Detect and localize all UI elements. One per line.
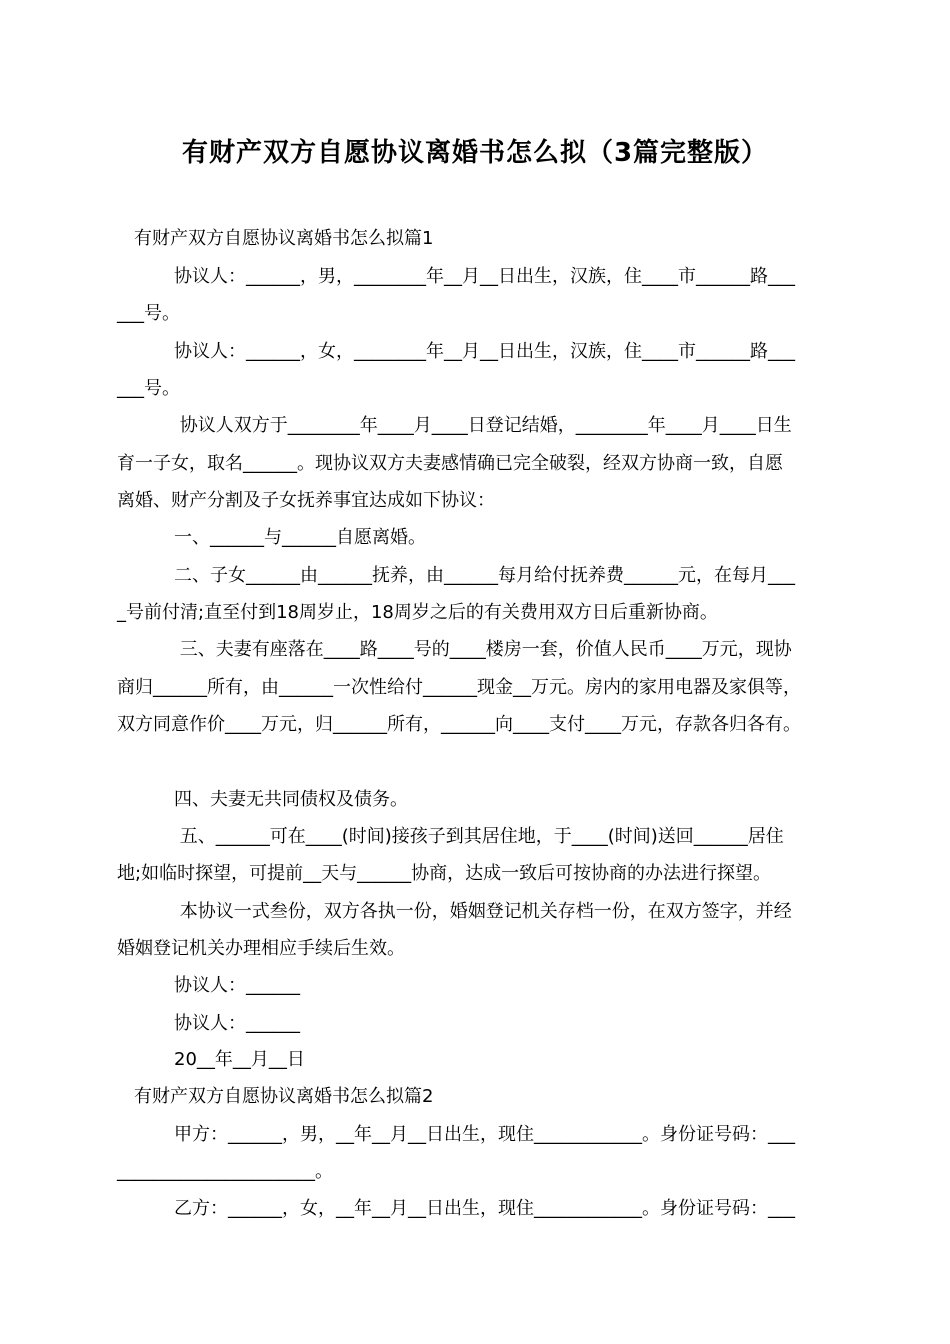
text-line: 地;如临时探望，可提前__天与______协商，达成一致后可按协商的办法进行探望。 [117, 863, 772, 884]
text-line: ___号。 [117, 378, 180, 399]
document-title: 有财产双方自愿协议离婚书怎么拟（3篇完整版） [181, 138, 769, 168]
text-line: 离婚、财产分割及子女抚养事宜达成如下协议： [117, 490, 495, 511]
text-line: 乙方：______，女，__年__月__日出生，现住____________。身份证号码：___ [174, 1198, 795, 1219]
text-line: 婚姻登记机关办理相应手续后生效。 [117, 938, 405, 959]
text-line: 协议人双方于________年____月____日登记结婚，________年____月____日生 [174, 415, 792, 436]
text-line: 二、子女______由______抚养，由______每月给付抚养费______元，在每月___ [174, 565, 795, 586]
text-line: 四、夫妻无共同债权及债务。 [174, 789, 408, 810]
section-heading-2: 有财产双方自愿协议离婚书怎么拟篇2 [134, 1086, 434, 1107]
text-line: 一、______与______自愿离婚。 [174, 527, 426, 548]
signature-line: 协议人：______ [174, 1013, 300, 1034]
text-line: 双方同意作价____万元，归______所有，______向____支付____万元，存款各归各有。 [117, 714, 801, 735]
section-heading-1: 有财产双方自愿协议离婚书怎么拟篇1 [134, 228, 434, 249]
text-line: 育一子女，取名______。现协议双方夫妻感情确已完全破裂，经双方协商一致，自愿 [117, 453, 783, 474]
signature-line: 协议人：______ [174, 975, 300, 996]
text-line: 甲方：______，男，__年__月__日出生，现住____________。身份证号码：___ [174, 1124, 795, 1145]
date-line: 20__年__月__日 [174, 1049, 305, 1070]
text-line: 五、______可在____(时间)接孩子到其居住地，于____(时间)送回______居住 [174, 826, 784, 847]
text-line: 协议人：______，男，________年__月__日出生，汉族，住____市______路___ [174, 266, 795, 287]
text-line: 三、夫妻有座落在____路____号的____楼房一套，价值人民币____万元，现协 [174, 639, 792, 660]
text-line: 本协议一式叁份，双方各执一份，婚姻登记机关存档一份，在双方签字，并经 [174, 901, 792, 922]
text-line: 商归______所有，由______一次性给付______现金__万元。房内的家用电器及家俱等， [117, 677, 801, 698]
text-line: ______________________。 [117, 1161, 333, 1182]
text-line: 协议人：______，女，________年__月__日出生，汉族，住____市______路___ [174, 341, 795, 362]
text-line: ___号。 [117, 303, 180, 324]
text-line: _号前付清;直至付到18周岁止，18周岁之后的有关费用双方日后重新协商。 [117, 602, 718, 623]
